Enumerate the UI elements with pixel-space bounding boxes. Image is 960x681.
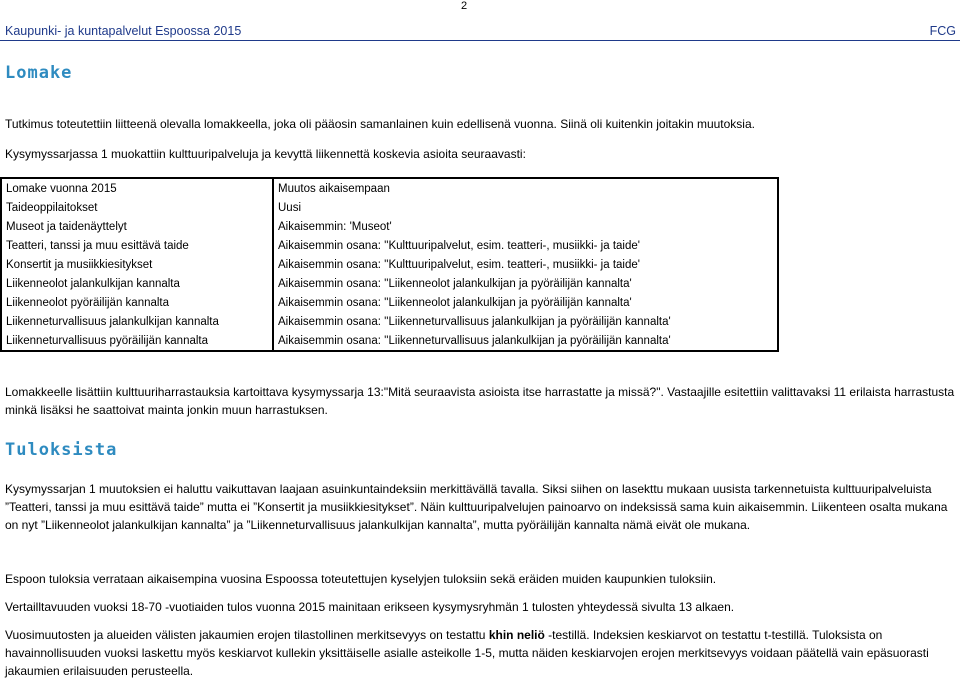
section-heading-tuloksista: Tuloksista <box>5 440 118 460</box>
table-row <box>1 293 778 312</box>
intro-paragraph: Tutkimus toteutettiin liitteenä olevalla lomakkeella, joka oli pääosin samanlainen kuin edellisenä vuonna. Siinä oli kuitenkin joitakin muutoksia. <box>5 117 755 131</box>
table-cell-change: Aikaisemmin osana: ''Kulttuuripalvelut, esim. teatteri-, musiikki- ja taide' <box>273 255 778 274</box>
table-row <box>1 236 778 255</box>
after-table-paragraph: Lomakkeelle lisättiin kulttuuriharrastauksia kartoittava kysymyssarja 13:"Mitä seuraavista asioista itse harrastatte ja missä?". Vastaajille esitettiin valittavaksi 11 erilaista harrastusta minkä lisäksi he saattoivat mainta jonkin muun harrastuksen. <box>5 385 955 417</box>
table-row <box>1 198 778 217</box>
results-p4-end: -testillä. Indeksien keskiarvot on testattu t-testillä. Tuloksista on havainnollisuuden vuoksi laskettu myös keskiarvot kullekin yksittäiselle asialle asteikolle 1-5, mutta näiden keskiarvojen erojen merkitsevyys voidaan päätellä vain epäsuorasti jakaumien erilaisuuden perusteella. <box>5 628 929 678</box>
table-cell-form-item: Konsertit ja musiikkiesitykset <box>1 255 273 274</box>
table-cell-change: Aikaisemmin osana: ''Liikenneolot jalankulkijan ja pyöräilijän kannalta' <box>273 293 778 312</box>
table-cell-form-item: Liikenneturvallisuus jalankulkijan kannalta <box>1 312 273 331</box>
table-cell-form-item: Liikenneturvallisuus pyöräilijän kannalta <box>1 331 273 351</box>
table-cell-form-item: Liikenneolot pyöräilijän kannalta <box>1 293 273 312</box>
table-row <box>1 178 778 198</box>
table-cell-change: Muutos aikaisempaan <box>273 178 778 198</box>
results-paragraph-2: Espoon tuloksia verrataan aikaisempina vuosina Espoossa toteutettujen kyselyjen tuloksiin sekä eräiden muiden kaupunkien tuloksiin. <box>5 572 717 586</box>
table-cell-change: Aikaisemmin osana: ''Liikenneturvallisuus jalankulkijan ja pyöräilijän kannalta' <box>273 331 778 351</box>
results-p4-start: Vuosimuutosten ja alueiden välisten jakaumien erojen tilastollinen merkitsevyys on testattu <box>5 628 489 642</box>
results-paragraph-4 <box>5 626 955 680</box>
table-row <box>1 255 778 274</box>
results-paragraph-1: Kysymyssarjan 1 muutoksien ei haluttu vaikuttavan laajaan asuinkuntaindeksiin merkittävällä tavalla. Siksi siihen on lasekttu mukaan uusista tarkennetuista kulttuuripalveluista ”Teatteri, tanssi ja muu esittävä taide” mutta ei ”Konsertit ja musiikkiesitykset”. Näin kulttuuripalvelujen painoarvo on indeksissä sama kuin aikaisemmin. Liikenteen osalta mukana on nyt ”Liikenneolot jalankulkijan kannalta” ja ”Liikenneturvallisuus jalankulkijan kannalta”, mutta pyöräilijän kannalta nämä eivät ole mukana. <box>5 482 948 532</box>
section-heading-lomake: Lomake <box>5 63 73 83</box>
table-cell-change: Aikaisemmin: 'Museot' <box>273 217 778 236</box>
results-paragraph-3: Vertailltavuuden vuoksi 18-70 -vuotiaiden tulos vuonna 2015 mainitaan erikseen kysymysryhmän 1 tulosten yhteydessä sivulta 13 alkaen. <box>5 600 735 614</box>
table-cell-form-item: Teatteri, tanssi ja muu esittävä taide <box>1 236 273 255</box>
table-row <box>1 274 778 293</box>
table-cell-change: Uusi <box>273 198 778 217</box>
table-cell-change: Aikaisemmin osana: ''Liikenneolot jalankulkijan ja pyöräilijän kannalta' <box>273 274 778 293</box>
table-row <box>1 217 778 236</box>
table-cell-form-item: Liikenneolot jalankulkijan kannalta <box>1 274 273 293</box>
table-row <box>1 312 778 331</box>
results-p4-bold: khin neliö <box>488 628 545 642</box>
table-cell-form-item: Taideoppilaitokset <box>1 198 273 217</box>
header-company: FCG <box>929 24 956 38</box>
table-row <box>1 331 778 351</box>
page-number: 2 <box>461 0 468 12</box>
table-cell-change: Aikaisemmin osana: ''Kulttuuripalvelut, esim. teatteri-, musiikki- ja taide' <box>273 236 778 255</box>
header-title: Kaupunki- ja kuntapalvelut Espoossa 2015 <box>5 24 242 38</box>
table-cell-form-item: Museot ja taidenäyttelyt <box>1 217 273 236</box>
intro-paragraph-2: Kysymyssarjassa 1 muokattiin kulttuuripalveluja ja kevyttä liikennettä koskevia asioita seuraavasti: <box>5 147 526 161</box>
table-cell-form-item: Lomake vuonna 2015 <box>1 178 273 198</box>
table-cell-change: Aikaisemmin osana: ''Liikenneturvallisuus jalankulkijan ja pyöräilijän kannalta' <box>273 312 778 331</box>
changes-table <box>0 177 779 352</box>
header-divider <box>0 40 960 41</box>
